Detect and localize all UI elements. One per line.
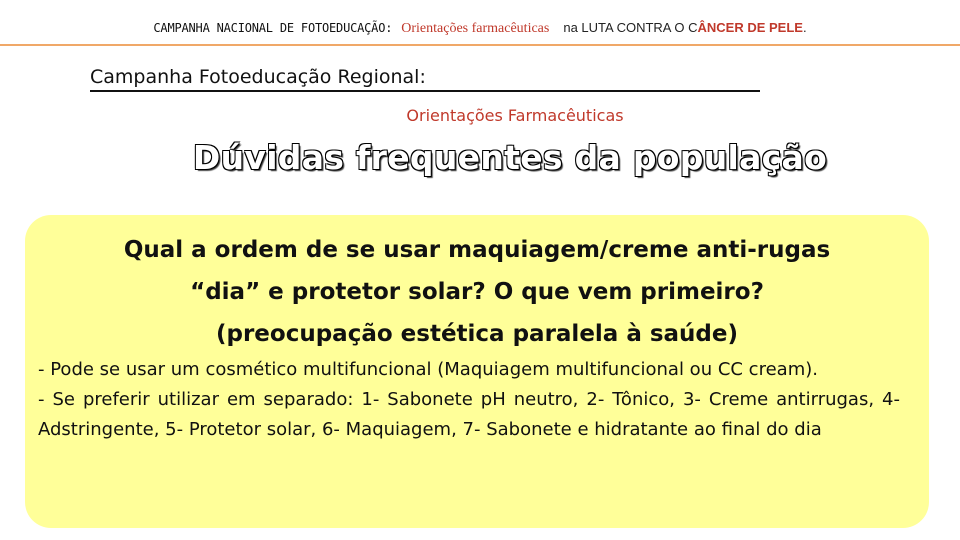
top-header: [0, 0, 960, 46]
question-line: “dia” e protetor solar? O que vem primeiro?: [190, 279, 764, 305]
campaign-subtitle: Orientações farmacêuticas: [401, 21, 550, 36]
page-headline: Dúvidas frequentes da população: [192, 138, 828, 177]
regional-campaign-label: Campanha Fotoeducação Regional:: [90, 66, 426, 88]
campaign-tail-end: .: [802, 20, 807, 35]
faq-question: [25, 229, 929, 355]
campaign-tail-highlight: ÂNCER DE PELE: [697, 20, 803, 35]
faq-card: [25, 215, 929, 528]
question-line: Qual a ordem de se usar maquiagem/creme anti-rugas: [123, 237, 831, 263]
header-divider: [0, 44, 960, 46]
answer-paragraph: - Se preferir utilizar em separado: 1- Sabonete pH neutro, 2- Tônico, 3- Creme antirrugas, 4- Adstringente, 5- Protetor solar, 6- Maquiagem, 7- Sabonete e hidratante ao final do dia: [38, 389, 900, 440]
faq-answer: [38, 355, 900, 445]
campaign-banner: [0, 0, 960, 37]
campaign-label: CAMPANHA NACIONAL DE FOTOEDUCAÇÃO:: [153, 21, 393, 35]
campaign-tail: na LUTA CONTRA O C: [563, 20, 698, 35]
regional-campaign-title: [90, 64, 760, 92]
section-label: Orientações Farmacêuticas: [406, 106, 624, 125]
question-line: (preocupação estética paralela à saúde): [215, 321, 739, 347]
answer-paragraph: - Pode se usar um cosmético multifuncional (Maquiagem multifuncional ou CC cream).: [38, 359, 818, 380]
